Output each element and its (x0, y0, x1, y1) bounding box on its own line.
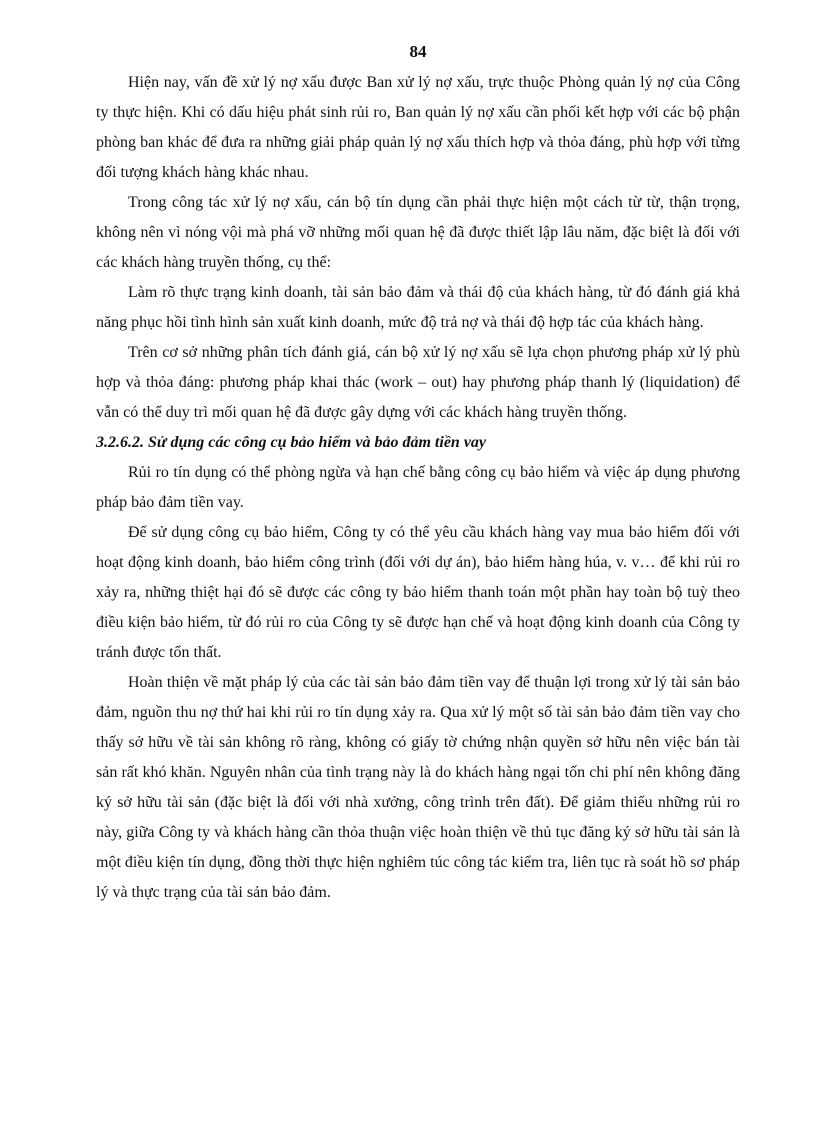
paragraph-clarify-situation: Làm rõ thực trạng kinh doanh, tài sản bảo đảm và thái độ của khách hàng, từ đó đánh giá khả năng phục hồi tình hình sản xuất kinh doanh, mức độ trả nợ và thái độ hợp tác của khách hàng. (96, 284, 740, 331)
paragraph-insurance-tools: Để sử dụng công cụ bảo hiểm, Công ty có thể yêu cầu khách hàng vay mua bảo hiểm đối với hoạt động kinh doanh, bảo hiểm công trình (đối với dự án), bảo hiểm hàng húa, v. v… để khi rủi ro xảy ra, những thiệt hại đó sẽ được các công ty bảo hiểm thanh toán một phần hay toàn bộ tuỳ theo điều kiện bảo hiểm, từ đó rủi ro của Công ty sẽ được hạn chế và hoạt động kinh doanh của Công ty tránh được tổn thất. (96, 524, 740, 661)
paragraph-bad-debt-handling: Hiện nay, vấn đề xử lý nợ xấu được Ban xử lý nợ xấu, trực thuộc Phòng quản lý nợ của Công ty thực hiện. Khi có dấu hiệu phát sinh rủi ro, Ban quản lý nợ xấu cần phối kết hợp với các bộ phận phòng ban khác để đưa ra những giải pháp quản lý nợ xấu thích hợp và thỏa đáng, phù hợp với từng đối tượng khách hàng khác nhau. (96, 74, 740, 181)
page-number: 84 (409, 42, 427, 61)
paragraph-legal-collateral: Hoàn thiện về mặt pháp lý của các tài sản bảo đảm tiền vay để thuận lợi trong xử lý tài sản bảo đảm, nguồn thu nợ thứ hai khi rủi ro tín dụng xảy ra. Qua xử lý một số tài sản bảo đảm tiền vay cho thấy sở hữu về tài sản không rõ ràng, không có giấy tờ chứng nhận quyền sở hữu nên việc bán tài sản rất khó khăn. Nguyên nhân của tình trạng này là do khách hàng ngại tốn chi phí nên không đăng ký sở hữu tài sản (đặc biệt là đối với nhà xưởng, công trình trên đất). Để giảm thiểu những rủi ro này, giữa Công ty và khách hàng cần thỏa thuận việc hoàn thiện về thủ tục đăng ký sở hữu tài sản là một điều kiện tín dụng, đồng thời thực hiện nghiêm túc công tác kiểm tra, liên tục rà soát hồ sơ pháp lý và thực trạng của tài sản bảo đảm. (96, 674, 740, 901)
document-page (96, 40, 740, 908)
paragraph-risk-prevention: Rủi ro tín dụng có thể phòng ngừa và hạn chế bằng công cụ bảo hiểm và việc áp dụng phương pháp bảo đảm tiền vay. (96, 464, 740, 511)
paragraph-choose-method: Trên cơ sở những phân tích đánh giá, cán bộ xử lý nợ xấu sẽ lựa chọn phương pháp xử lý phù hợp và thỏa đáng: phương pháp khai thác (work – out) hay phương pháp thanh lý (liquidation) để vẫn có thể duy trì mối quan hệ đã được gây dựng với các khách hàng truyền thống. (96, 344, 740, 421)
section-heading: 3.2.6.2. Sử dụng các công cụ bảo hiểm và bảo đảm tiền vay (96, 434, 487, 451)
paragraph-careful-approach: Trong công tác xử lý nợ xấu, cán bộ tín dụng cần phải thực hiện một cách từ từ, thận trọng, không nên vì nóng vội mà phá vỡ những mối quan hệ đã được thiết lập lâu năm, đặc biệt là đối với các khách hàng truyền thống, cụ thể: (96, 194, 740, 271)
